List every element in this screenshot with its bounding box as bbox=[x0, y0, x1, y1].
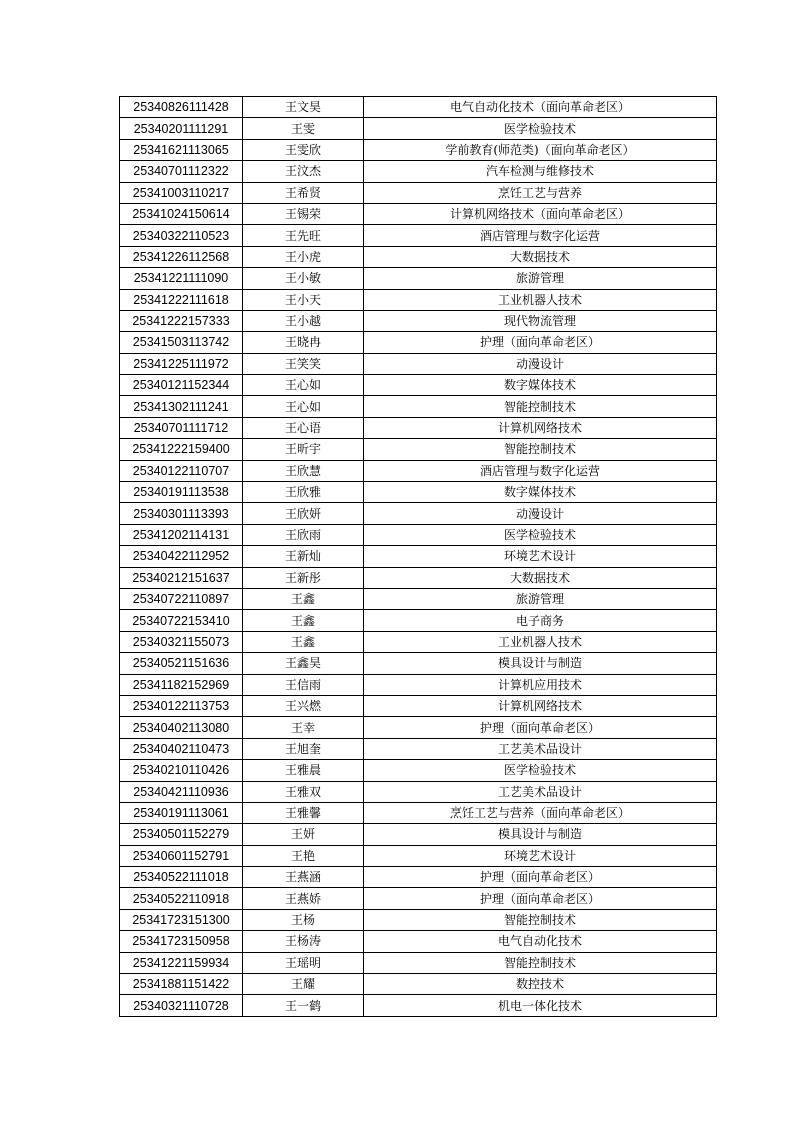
student-id-cell: 25340422112952 bbox=[120, 546, 243, 567]
student-id-cell: 25340421110936 bbox=[120, 781, 243, 802]
student-name-cell: 王小虎 bbox=[243, 246, 364, 267]
student-name-cell: 王鑫昊 bbox=[243, 653, 364, 674]
student-id-cell: 25340122110707 bbox=[120, 460, 243, 481]
table-row bbox=[120, 353, 717, 374]
student-name-cell: 王希贤 bbox=[243, 182, 364, 203]
table-row bbox=[120, 995, 717, 1016]
student-id-cell: 25341222159400 bbox=[120, 439, 243, 460]
table-row bbox=[120, 289, 717, 310]
student-id-cell: 25341881151422 bbox=[120, 974, 243, 995]
student-name-cell: 王艳 bbox=[243, 845, 364, 866]
student-name-cell: 王燕娇 bbox=[243, 888, 364, 909]
student-name-cell: 王欣妍 bbox=[243, 503, 364, 524]
student-id-cell: 25340826111428 bbox=[120, 97, 243, 118]
major-cell: 计算机网络技术（面向革命老区） bbox=[364, 203, 717, 224]
student-name-cell: 王信雨 bbox=[243, 674, 364, 695]
student-id-cell: 25341202114131 bbox=[120, 524, 243, 545]
student-name-cell: 王文昊 bbox=[243, 97, 364, 118]
student-id-cell: 25340121152344 bbox=[120, 375, 243, 396]
student-name-cell: 王汶杰 bbox=[243, 161, 364, 182]
student-id-cell: 25340521151636 bbox=[120, 653, 243, 674]
table-row bbox=[120, 546, 717, 567]
student-id-cell: 25340212151637 bbox=[120, 567, 243, 588]
student-id-cell: 25340322110523 bbox=[120, 225, 243, 246]
student-name-cell: 王雅双 bbox=[243, 781, 364, 802]
major-cell: 计算机网络技术 bbox=[364, 417, 717, 438]
student-name-cell: 王妍 bbox=[243, 824, 364, 845]
major-cell: 数控技术 bbox=[364, 974, 717, 995]
table-row bbox=[120, 503, 717, 524]
student-name-cell: 王杨涛 bbox=[243, 931, 364, 952]
major-cell: 电气自动化技术（面向革命老区） bbox=[364, 97, 717, 118]
major-cell: 烹饪工艺与营养 bbox=[364, 182, 717, 203]
major-cell: 智能控制技术 bbox=[364, 909, 717, 930]
table-row bbox=[120, 161, 717, 182]
table-row bbox=[120, 631, 717, 652]
table-row bbox=[120, 310, 717, 331]
student-name-cell: 王杨 bbox=[243, 909, 364, 930]
table-row bbox=[120, 824, 717, 845]
student-id-cell: 25340701112322 bbox=[120, 161, 243, 182]
student-name-cell: 王晓冉 bbox=[243, 332, 364, 353]
major-cell: 机电一体化技术 bbox=[364, 995, 717, 1016]
roster-body bbox=[120, 97, 717, 1017]
student-id-cell: 25341503113742 bbox=[120, 332, 243, 353]
student-id-cell: 25340191113538 bbox=[120, 482, 243, 503]
student-id-cell: 25340701111712 bbox=[120, 417, 243, 438]
student-id-cell: 25341226112568 bbox=[120, 246, 243, 267]
major-cell: 医学检验技术 bbox=[364, 524, 717, 545]
student-name-cell: 王旭奎 bbox=[243, 738, 364, 759]
student-name-cell: 王小天 bbox=[243, 289, 364, 310]
table-row bbox=[120, 909, 717, 930]
table-row bbox=[120, 439, 717, 460]
major-cell: 动漫设计 bbox=[364, 503, 717, 524]
table-row bbox=[120, 375, 717, 396]
major-cell: 大数据技术 bbox=[364, 246, 717, 267]
student-id-cell: 25341024150614 bbox=[120, 203, 243, 224]
table-row bbox=[120, 845, 717, 866]
student-id-cell: 25340601152791 bbox=[120, 845, 243, 866]
major-cell: 烹饪工艺与营养（面向革命老区） bbox=[364, 802, 717, 823]
major-cell: 模具设计与制造 bbox=[364, 653, 717, 674]
table-row bbox=[120, 952, 717, 973]
major-cell: 酒店管理与数字化运营 bbox=[364, 460, 717, 481]
major-cell: 护理（面向革命老区） bbox=[364, 888, 717, 909]
student-id-cell: 25341222157333 bbox=[120, 310, 243, 331]
student-name-cell: 王欣慧 bbox=[243, 460, 364, 481]
major-cell: 计算机应用技术 bbox=[364, 674, 717, 695]
student-name-cell: 王昕宇 bbox=[243, 439, 364, 460]
student-roster-table bbox=[119, 96, 717, 1017]
table-row bbox=[120, 653, 717, 674]
table-row bbox=[120, 97, 717, 118]
student-id-cell: 25341723151300 bbox=[120, 909, 243, 930]
table-row bbox=[120, 760, 717, 781]
student-id-cell: 25340501152279 bbox=[120, 824, 243, 845]
major-cell: 模具设计与制造 bbox=[364, 824, 717, 845]
student-name-cell: 王鑫 bbox=[243, 588, 364, 609]
major-cell: 电子商务 bbox=[364, 610, 717, 631]
student-id-cell: 25340321155073 bbox=[120, 631, 243, 652]
major-cell: 动漫设计 bbox=[364, 353, 717, 374]
table-row bbox=[120, 567, 717, 588]
major-cell: 旅游管理 bbox=[364, 588, 717, 609]
student-id-cell: 25341222111618 bbox=[120, 289, 243, 310]
table-row bbox=[120, 867, 717, 888]
student-id-cell: 25340210110426 bbox=[120, 760, 243, 781]
table-row bbox=[120, 974, 717, 995]
table-row bbox=[120, 417, 717, 438]
table-row bbox=[120, 610, 717, 631]
major-cell: 护理（面向革命老区） bbox=[364, 867, 717, 888]
table-row bbox=[120, 482, 717, 503]
student-name-cell: 王鑫 bbox=[243, 610, 364, 631]
major-cell: 环境艺术设计 bbox=[364, 845, 717, 866]
table-row bbox=[120, 674, 717, 695]
table-row bbox=[120, 332, 717, 353]
major-cell: 工业机器人技术 bbox=[364, 289, 717, 310]
major-cell: 汽车检测与维修技术 bbox=[364, 161, 717, 182]
student-id-cell: 25341003110217 bbox=[120, 182, 243, 203]
student-name-cell: 王小敏 bbox=[243, 268, 364, 289]
table-row bbox=[120, 524, 717, 545]
student-id-cell: 25341221159934 bbox=[120, 952, 243, 973]
student-id-cell: 25340321110728 bbox=[120, 995, 243, 1016]
student-name-cell: 王欣雨 bbox=[243, 524, 364, 545]
table-row bbox=[120, 225, 717, 246]
major-cell: 工业机器人技术 bbox=[364, 631, 717, 652]
table-row bbox=[120, 738, 717, 759]
student-id-cell: 25341621113065 bbox=[120, 139, 243, 160]
table-row bbox=[120, 246, 717, 267]
table-row bbox=[120, 118, 717, 139]
student-id-cell: 25340402110473 bbox=[120, 738, 243, 759]
major-cell: 工艺美术品设计 bbox=[364, 738, 717, 759]
student-id-cell: 25341221111090 bbox=[120, 268, 243, 289]
student-name-cell: 王幸 bbox=[243, 717, 364, 738]
student-name-cell: 王笑笑 bbox=[243, 353, 364, 374]
student-name-cell: 王雯欣 bbox=[243, 139, 364, 160]
student-name-cell: 王小越 bbox=[243, 310, 364, 331]
student-name-cell: 王瑶明 bbox=[243, 952, 364, 973]
table-row bbox=[120, 781, 717, 802]
major-cell: 环境艺术设计 bbox=[364, 546, 717, 567]
table-row bbox=[120, 182, 717, 203]
table-row bbox=[120, 695, 717, 716]
student-name-cell: 王新彤 bbox=[243, 567, 364, 588]
table-row bbox=[120, 888, 717, 909]
major-cell: 护理（面向革命老区） bbox=[364, 332, 717, 353]
student-name-cell: 王燕涵 bbox=[243, 867, 364, 888]
major-cell: 智能控制技术 bbox=[364, 439, 717, 460]
student-name-cell: 王新灿 bbox=[243, 546, 364, 567]
student-name-cell: 王一鹤 bbox=[243, 995, 364, 1016]
student-name-cell: 王欣雅 bbox=[243, 482, 364, 503]
major-cell: 智能控制技术 bbox=[364, 952, 717, 973]
student-id-cell: 25340402113080 bbox=[120, 717, 243, 738]
student-name-cell: 王锡荣 bbox=[243, 203, 364, 224]
student-id-cell: 25340122113753 bbox=[120, 695, 243, 716]
student-id-cell: 25341182152969 bbox=[120, 674, 243, 695]
student-name-cell: 王兴燃 bbox=[243, 695, 364, 716]
table-row bbox=[120, 139, 717, 160]
student-id-cell: 25340522110918 bbox=[120, 888, 243, 909]
table-row bbox=[120, 203, 717, 224]
table-row bbox=[120, 268, 717, 289]
table-row bbox=[120, 396, 717, 417]
major-cell: 数字媒体技术 bbox=[364, 375, 717, 396]
student-name-cell: 王先旺 bbox=[243, 225, 364, 246]
major-cell: 旅游管理 bbox=[364, 268, 717, 289]
major-cell: 智能控制技术 bbox=[364, 396, 717, 417]
major-cell: 工艺美术品设计 bbox=[364, 781, 717, 802]
major-cell: 现代物流管理 bbox=[364, 310, 717, 331]
student-id-cell: 25341225111972 bbox=[120, 353, 243, 374]
student-name-cell: 王雅馨 bbox=[243, 802, 364, 823]
student-id-cell: 25340722153410 bbox=[120, 610, 243, 631]
student-name-cell: 王雯 bbox=[243, 118, 364, 139]
major-cell: 护理（面向革命老区） bbox=[364, 717, 717, 738]
student-id-cell: 25341723150958 bbox=[120, 931, 243, 952]
student-id-cell: 25341302111241 bbox=[120, 396, 243, 417]
student-name-cell: 王雅晨 bbox=[243, 760, 364, 781]
table-row bbox=[120, 460, 717, 481]
major-cell: 大数据技术 bbox=[364, 567, 717, 588]
student-id-cell: 25340201111291 bbox=[120, 118, 243, 139]
student-id-cell: 25340301113393 bbox=[120, 503, 243, 524]
student-id-cell: 25340522111018 bbox=[120, 867, 243, 888]
student-id-cell: 25340722110897 bbox=[120, 588, 243, 609]
table-row bbox=[120, 802, 717, 823]
major-cell: 酒店管理与数字化运营 bbox=[364, 225, 717, 246]
student-name-cell: 王耀 bbox=[243, 974, 364, 995]
major-cell: 医学检验技术 bbox=[364, 118, 717, 139]
student-name-cell: 王鑫 bbox=[243, 631, 364, 652]
major-cell: 计算机网络技术 bbox=[364, 695, 717, 716]
major-cell: 电气自动化技术 bbox=[364, 931, 717, 952]
student-id-cell: 25340191113061 bbox=[120, 802, 243, 823]
table-row bbox=[120, 717, 717, 738]
table-row bbox=[120, 931, 717, 952]
student-name-cell: 王心如 bbox=[243, 375, 364, 396]
table-row bbox=[120, 588, 717, 609]
major-cell: 医学检验技术 bbox=[364, 760, 717, 781]
major-cell: 学前教育(师范类)（面向革命老区） bbox=[364, 139, 717, 160]
student-name-cell: 王心如 bbox=[243, 396, 364, 417]
major-cell: 数字媒体技术 bbox=[364, 482, 717, 503]
student-name-cell: 王心语 bbox=[243, 417, 364, 438]
